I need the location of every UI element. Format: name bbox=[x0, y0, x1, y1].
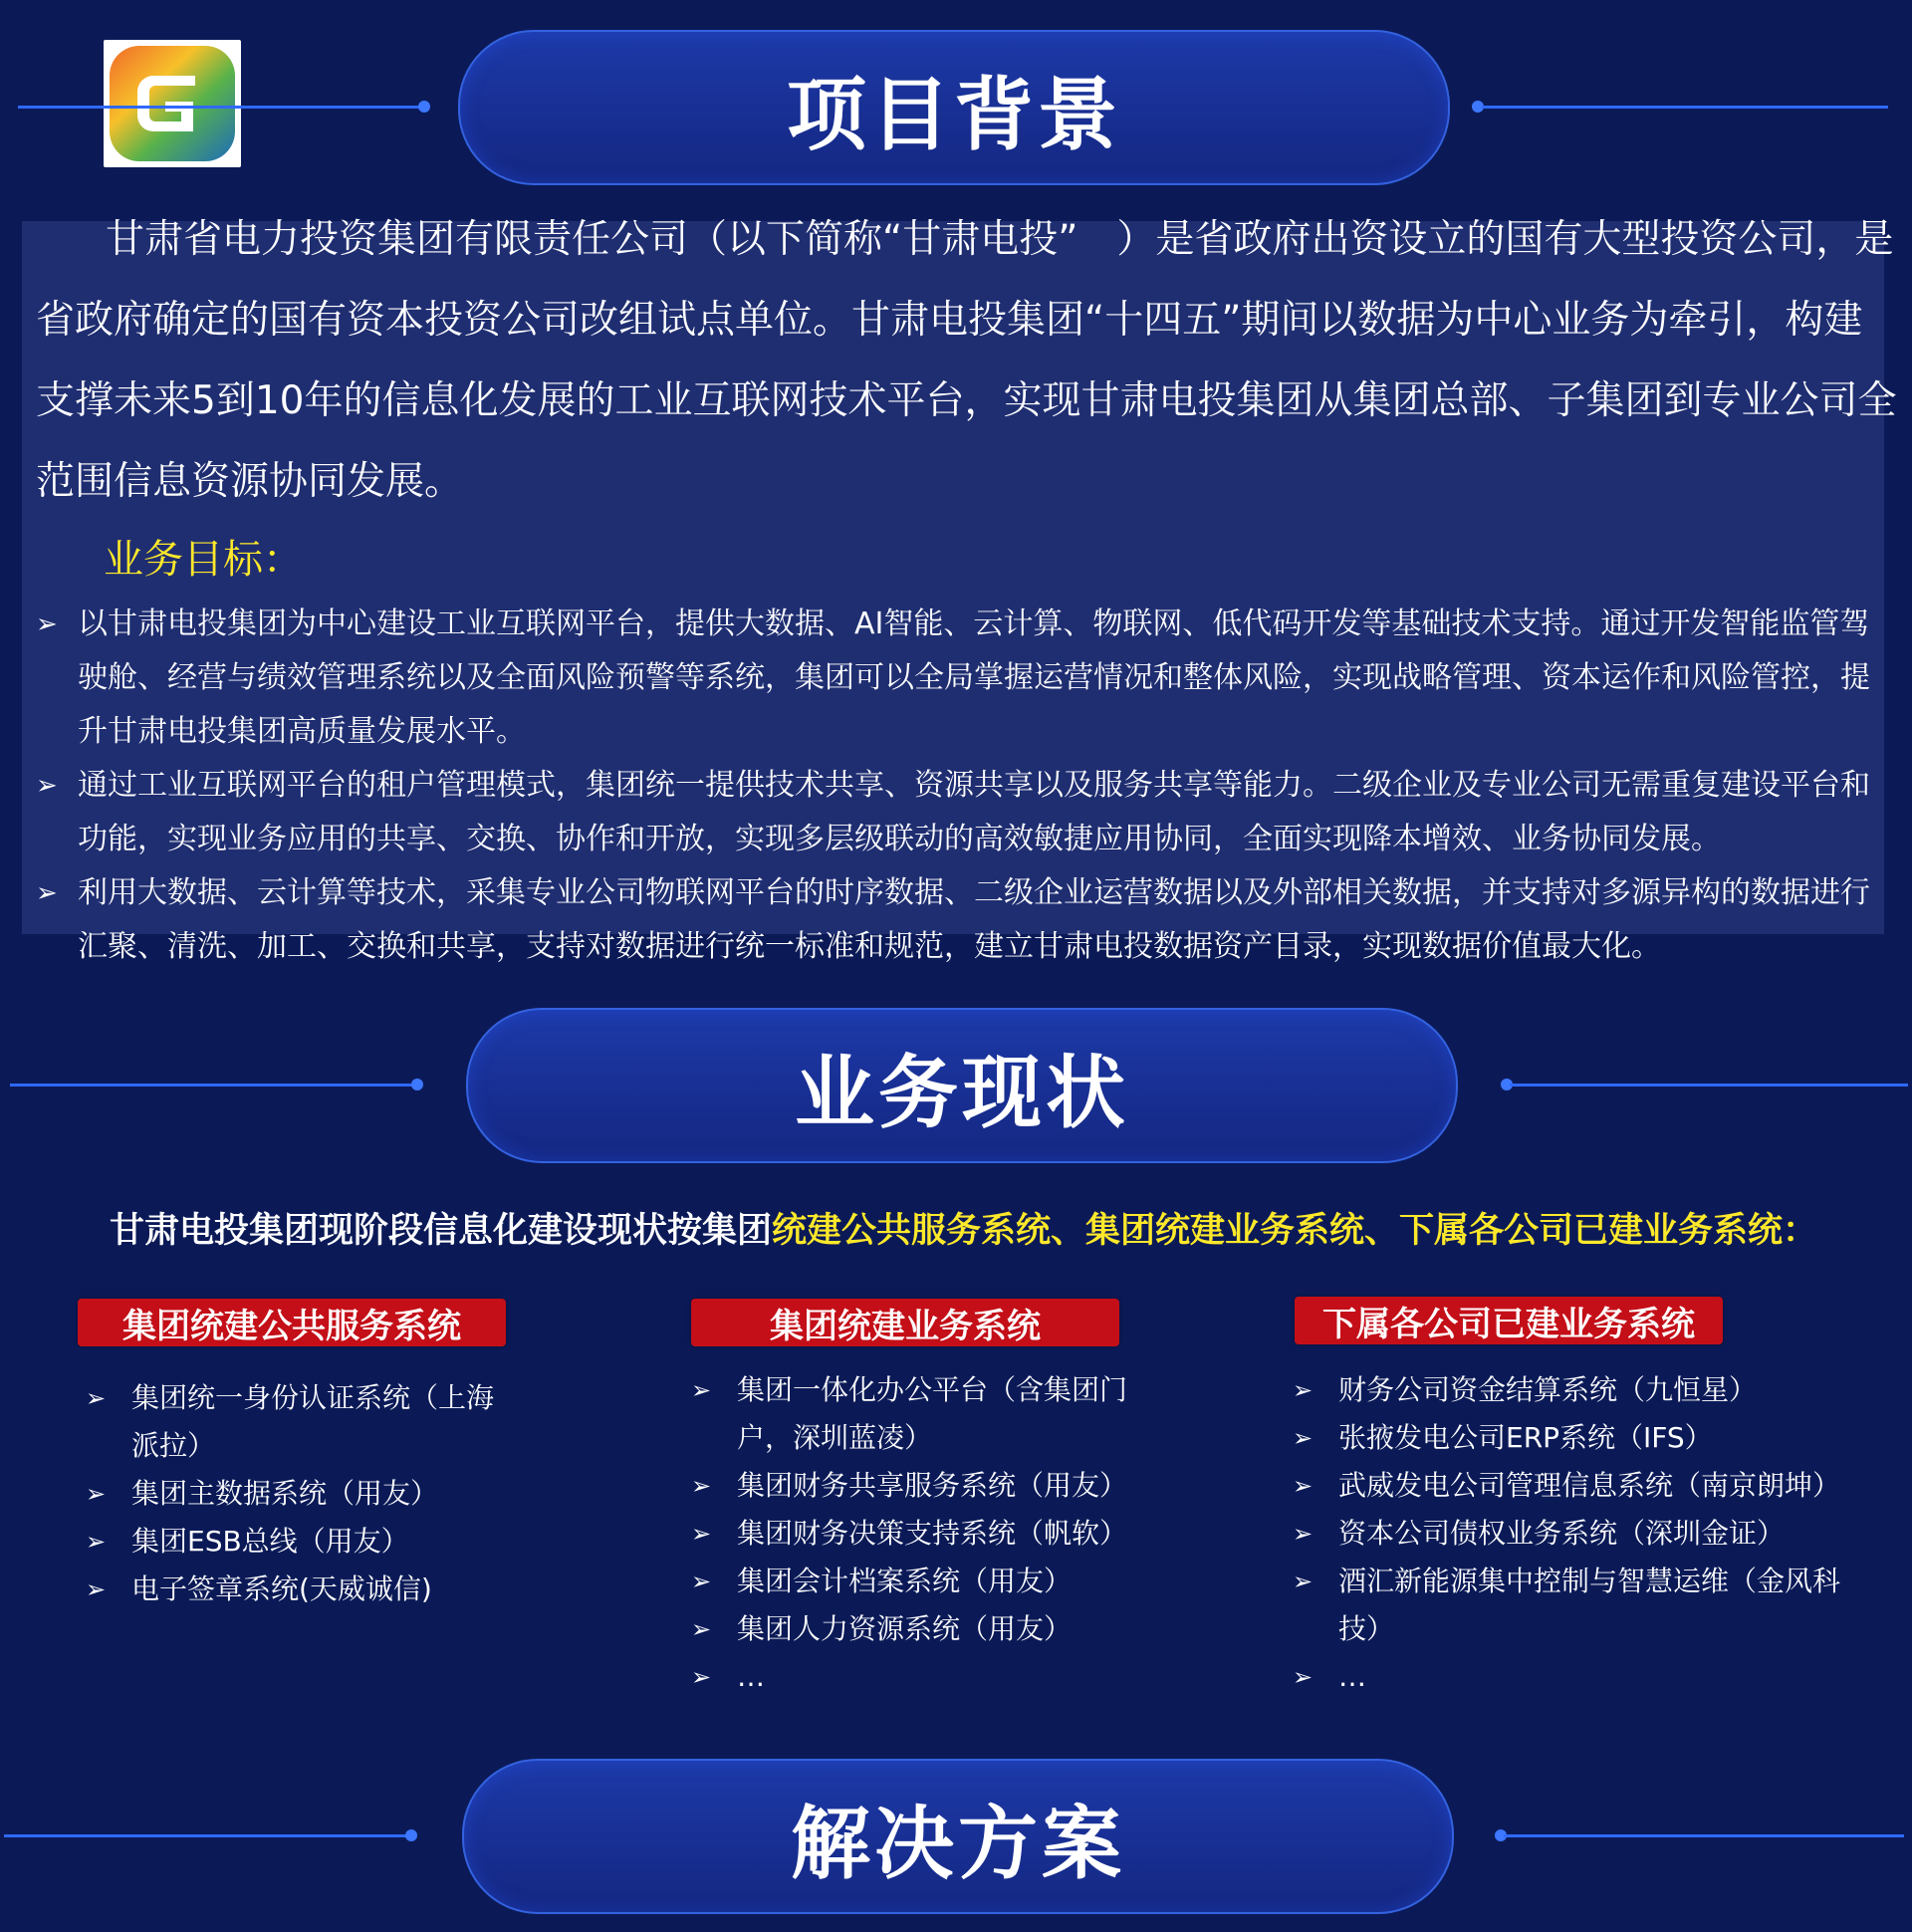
column-list-public-services bbox=[86, 1374, 514, 1613]
list-item bbox=[86, 1470, 514, 1518]
section-divider-dot-left bbox=[418, 101, 430, 113]
list-item-text: 武威发电公司管理信息系统（南京朗坤） bbox=[1338, 1469, 1841, 1502]
arrow-bullet-icon: ➢ bbox=[86, 1480, 107, 1508]
section-divider-left bbox=[18, 106, 426, 109]
arrow-bullet-icon: ➢ bbox=[1293, 1376, 1314, 1404]
section-title-status: 业务现状 bbox=[795, 1046, 1129, 1139]
list-item-text: 集团人力资源系统（用友） bbox=[737, 1612, 1073, 1645]
section-divider-right bbox=[1510, 1084, 1908, 1087]
arrow-bullet-icon: ➢ bbox=[86, 1528, 107, 1556]
arrow-bullet-icon: ➢ bbox=[86, 1575, 107, 1603]
arrow-bullet-icon: ➢ bbox=[36, 609, 58, 639]
list-item bbox=[691, 1462, 1159, 1510]
arrow-bullet-icon: ➢ bbox=[691, 1520, 712, 1548]
list-item-text: 集团财务决策支持系统（帆软） bbox=[737, 1517, 1128, 1550]
status-summary-lead: 甘肃电投集团现阶段信息化建设现状按集团 bbox=[110, 1211, 773, 1251]
section-divider-dot-left bbox=[411, 1079, 423, 1090]
section-header-background bbox=[458, 30, 1450, 185]
column-header-group-business bbox=[691, 1299, 1119, 1346]
list-item bbox=[36, 866, 1888, 974]
section-title-solution: 解决方案 bbox=[791, 1797, 1125, 1890]
list-item bbox=[36, 598, 1888, 759]
column-header-label: 集团统建业务系统 bbox=[770, 1306, 1041, 1346]
column-header-subsidiary-systems bbox=[1295, 1297, 1723, 1344]
section-title-background: 项目背景 bbox=[787, 68, 1121, 161]
arrow-bullet-icon: ➢ bbox=[691, 1663, 712, 1691]
list-item bbox=[691, 1558, 1159, 1605]
arrow-bullet-icon: ➢ bbox=[1293, 1424, 1314, 1452]
list-item bbox=[1293, 1462, 1860, 1510]
list-item bbox=[36, 759, 1888, 866]
arrow-bullet-icon: ➢ bbox=[691, 1376, 712, 1404]
list-item-text: 资本公司债权业务系统（深圳金证） bbox=[1338, 1517, 1786, 1550]
arrow-bullet-icon: ➢ bbox=[691, 1568, 712, 1595]
list-item bbox=[86, 1374, 514, 1470]
list-item-text: … bbox=[737, 1660, 765, 1693]
list-item bbox=[1293, 1558, 1860, 1653]
section-divider-left bbox=[10, 1084, 418, 1087]
section-divider-right bbox=[1504, 1834, 1904, 1837]
list-item bbox=[691, 1366, 1159, 1462]
section-divider-right bbox=[1482, 106, 1888, 109]
intro-paragraph: 甘肃省电力投资集团有限责任公司（以下简称“甘肃电投” ）是省政府出资设立的国有大型投资公司，是省政府确定的国有资本投资公司改组试点单位。甘肃电投集团“十四五”期间以数据为中心业务为牵引，构建支撑未来5到10年的信息化发展的工业互联网技术平台，实现甘肃电投集团从集团总部、子集团到专业公司全范围信息资源协同发展。 bbox=[36, 217, 1897, 504]
list-item bbox=[691, 1653, 1159, 1701]
list-item-text: 集团财务共享服务系统（用友） bbox=[737, 1469, 1128, 1502]
list-item bbox=[1293, 1510, 1860, 1558]
list-item-text: 酒汇新能源集中控制与智慧运维（金风科技） bbox=[1338, 1565, 1841, 1645]
section-divider-left bbox=[4, 1834, 412, 1837]
column-list-subsidiary-systems bbox=[1293, 1366, 1860, 1701]
status-summary bbox=[110, 1205, 1892, 1257]
list-item bbox=[1293, 1366, 1860, 1414]
arrow-bullet-icon: ➢ bbox=[1293, 1520, 1314, 1548]
arrow-bullet-icon: ➢ bbox=[691, 1472, 712, 1500]
list-item-text: 财务公司资金结算系统（九恒星） bbox=[1338, 1373, 1758, 1406]
arrow-bullet-icon: ➢ bbox=[86, 1384, 107, 1412]
goal-item-text: 以甘肃电投集团为中心建设工业互联网平台，提供大数据、AI智能、云计算、物联网、低代码开发等基础技术支持。通过开发智能监管驾驶舱、经营与绩效管理系统以及全面风险预警等系统，集团可以全局掌握运营情况和整体风险，实现战略管理、资本运作和风险管控，提升甘肃电投集团高质量发展水平。 bbox=[78, 606, 1870, 749]
company-logo-graphic bbox=[104, 40, 241, 167]
goal-item-text: 通过工业互联网平台的租户管理模式，集团统一提供技术共享、资源共享以及服务共享等能力。二级企业及专业公司无需重复建设平台和功能，实现业务应用的共享、交换、协作和开放，实现多层级联动的高效敏捷应用协同，全面实现降本增效、业务协同发展。 bbox=[78, 768, 1870, 856]
arrow-bullet-icon: ➢ bbox=[36, 878, 58, 908]
section-header-solution bbox=[462, 1759, 1454, 1914]
goals-title: 业务目标： bbox=[104, 537, 303, 583]
list-item-text: 电子签章系统(天威诚信) bbox=[131, 1572, 432, 1605]
list-item-text: 集团统一身份认证系统（上海派拉） bbox=[131, 1381, 495, 1462]
column-list-group-business bbox=[691, 1366, 1159, 1701]
list-item bbox=[1293, 1653, 1860, 1701]
status-summary-highlight: 统建公共服务系统、集团统建业务系统、下属各公司已建业务系统： bbox=[772, 1211, 1818, 1251]
company-logo-icon bbox=[104, 40, 241, 167]
list-item-text: 集团主数据系统（用友） bbox=[131, 1477, 439, 1510]
arrow-bullet-icon: ➢ bbox=[1293, 1472, 1314, 1500]
arrow-bullet-icon: ➢ bbox=[1293, 1663, 1314, 1691]
arrow-bullet-icon: ➢ bbox=[691, 1615, 712, 1643]
arrow-bullet-icon: ➢ bbox=[36, 771, 58, 801]
list-item-text: … bbox=[1338, 1660, 1366, 1693]
list-item-text: 集团ESB总线（用友） bbox=[131, 1525, 409, 1558]
list-item bbox=[691, 1605, 1159, 1653]
list-item-text: 集团一体化办公平台（含集团门户，深圳蓝凌） bbox=[737, 1373, 1128, 1454]
list-item bbox=[86, 1566, 514, 1613]
section-divider-dot-left bbox=[405, 1829, 417, 1841]
column-header-label: 集团统建公共服务系统 bbox=[122, 1306, 461, 1346]
column-header-label: 下属各公司已建业务系统 bbox=[1322, 1304, 1695, 1344]
section-header-status bbox=[466, 1008, 1458, 1163]
list-item bbox=[691, 1510, 1159, 1558]
goal-item-text: 利用大数据、云计算等技术，采集专业公司物联网平台的时序数据、二级企业运营数据以及外部相关数据，并支持对多源异构的数据进行汇聚、清洗、加工、交换和共享，支持对数据进行统一标准和规范，建立甘肃电投数据资产目录，实现数据价值最大化。 bbox=[78, 875, 1870, 964]
list-item bbox=[1293, 1414, 1860, 1462]
list-item-text: 张掖发电公司ERP系统（IFS） bbox=[1338, 1421, 1713, 1454]
list-item-text: 集团会计档案系统（用友） bbox=[737, 1565, 1073, 1597]
arrow-bullet-icon: ➢ bbox=[1293, 1568, 1314, 1595]
goals-list bbox=[36, 598, 1888, 974]
list-item bbox=[86, 1518, 514, 1566]
column-header-public-services bbox=[78, 1299, 506, 1346]
